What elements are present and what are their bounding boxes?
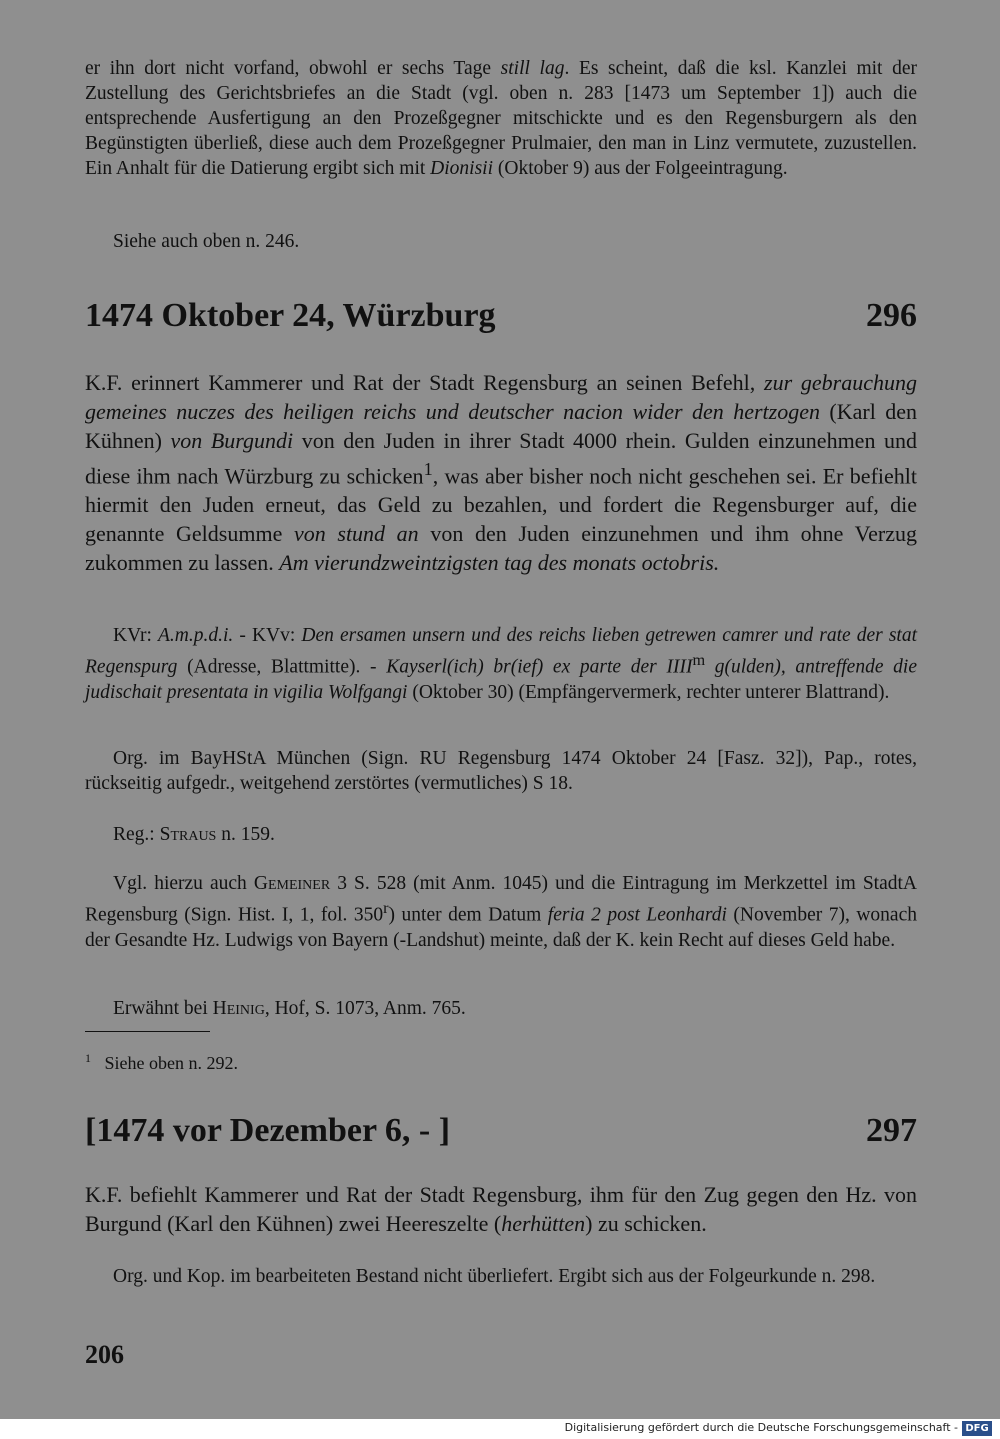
regest-296: K.F. erinnert Kammerer und Rat der Stadt Regensburg an seinen Befehl, zur gebrauchung gemeines nuczes des heiligen reichs und deutscher nacion wider den hertzogen (Karl den Kühnen) von Burgundi von den Juden in ihrer Stadt 4000 rhein. Gulden einzunehmen und diese ihm nach Würzburg zu schicken$^1$, was aber bisher noch nicht geschehen sei. Er befiehlt hiermit den Juden erneut, das Geld zu bezahlen, und fordert die Regensburger auf, die genannte Geldsumme von stund an von den Juden einzunehmen und ihm ohne Verzug zukommen zu lassen. Am vierundzweintzigsten tag des monats octobris. <box>85 370 918 576</box>
footnote-ref: 1 <box>423 459 433 479</box>
transmission-paragraph: Org. und Kop. im bearbeiteten Bestand nicht überliefert. Ergibt sich aus der Folgeurkunde n. 298. <box>113 1266 876 1287</box>
footnote-number: 1 <box>85 1051 91 1065</box>
document-number: 296 <box>866 297 917 334</box>
document-heading-297 <box>85 1111 917 1151</box>
footnote-divider <box>85 1031 210 1032</box>
comparison-paragraph: Vgl. hierzu auch Gemeiner 3 S. 528 (mit Anm. 1045) und die Eintragung im Merkzettel im StadtA Regensburg (Sign. Hist. I, 1, fol. 350$^r$) unter dem Datum feria 2 post Leonhardi (November 7), wonach der Gesandte Hz. Ludwigs von Bayern (-Landshut) meinte, daß der K. kein Recht auf dieses Geld habe. <box>85 873 917 951</box>
mention-paragraph: Erwähnt bei Heinig, Hof, S. 1073, Anm. 765. <box>113 998 466 1019</box>
original-paragraph: Org. im BayHStA München (Sign. RU Regensburg 1474 Oktober 24 [Fasz. 32]), Pap., rotes, rückseitig aufgedr., weitgehend zerstörtes (vermutliches) S 18. <box>85 748 917 794</box>
continuation-paragraph: er ihn dort nicht vorfand, obwohl er sechs Tage still lag. Es scheint, daß die ksl. Kanzlei mit der Zustellung des Gerichtsbriefes an die Stadt (vgl. oben n. 283 [1473 um September 1]) auch die entsprechende Ausfertigung an den Prozeßgegner mitschickte und es den Regensburgern als den Begünstigten überließ, diese auch dem Prozeßgegner Prulmaier, den man in Linz vermutete, zuzustellen. Ein Anhalt für die Datierung ergibt sich mit Dionisii (Oktober 9) aus der Folgeeintragung. <box>85 58 917 179</box>
kanzleivermerk-paragraph: KVr: A.m.p.d.i. - KVv: Den ersamen unsern und des reichs lieben getrewen camrer und rate der stat Regenspurg (Adresse, Blattmitte). - Kayserl(ich) br(ief) ex parte der IIII$^m$ g(ulden), antreffende die judischait presentata in vigilia Wolfgangi (Oktober 30) (Empfängervermerk, rechter unterer Blattrand). <box>85 625 918 703</box>
document-heading-296 <box>85 296 917 336</box>
document-date-place: 1474 Oktober 24, Würzburg <box>85 297 496 334</box>
footer-text: Digitalisierung gefördert durch die Deutsche Forschungsgemeinschaft - <box>564 1421 958 1434</box>
regesta-paragraph: Reg.: Straus n. 159. <box>113 824 275 845</box>
footer-bar <box>0 1419 1000 1439</box>
dfg-logo-icon: DFG <box>962 1421 992 1436</box>
document-date-place: [1474 vor Dezember 6, - ] <box>85 1112 451 1149</box>
document-number: 297 <box>866 1112 917 1149</box>
footnote: $^1$ Siehe oben n. 292. <box>85 1051 238 1073</box>
page-number: 206 <box>85 1340 124 1369</box>
see-also-paragraph: Siehe auch oben n. 246. <box>113 231 300 252</box>
regest-297: K.F. befiehlt Kammerer und Rat der Stadt Regensburg, ihm für den Zug gegen den Hz. von Burgund (Karl den Kühnen) zwei Heereszelte (herhütten) zu schicken. <box>85 1182 917 1236</box>
